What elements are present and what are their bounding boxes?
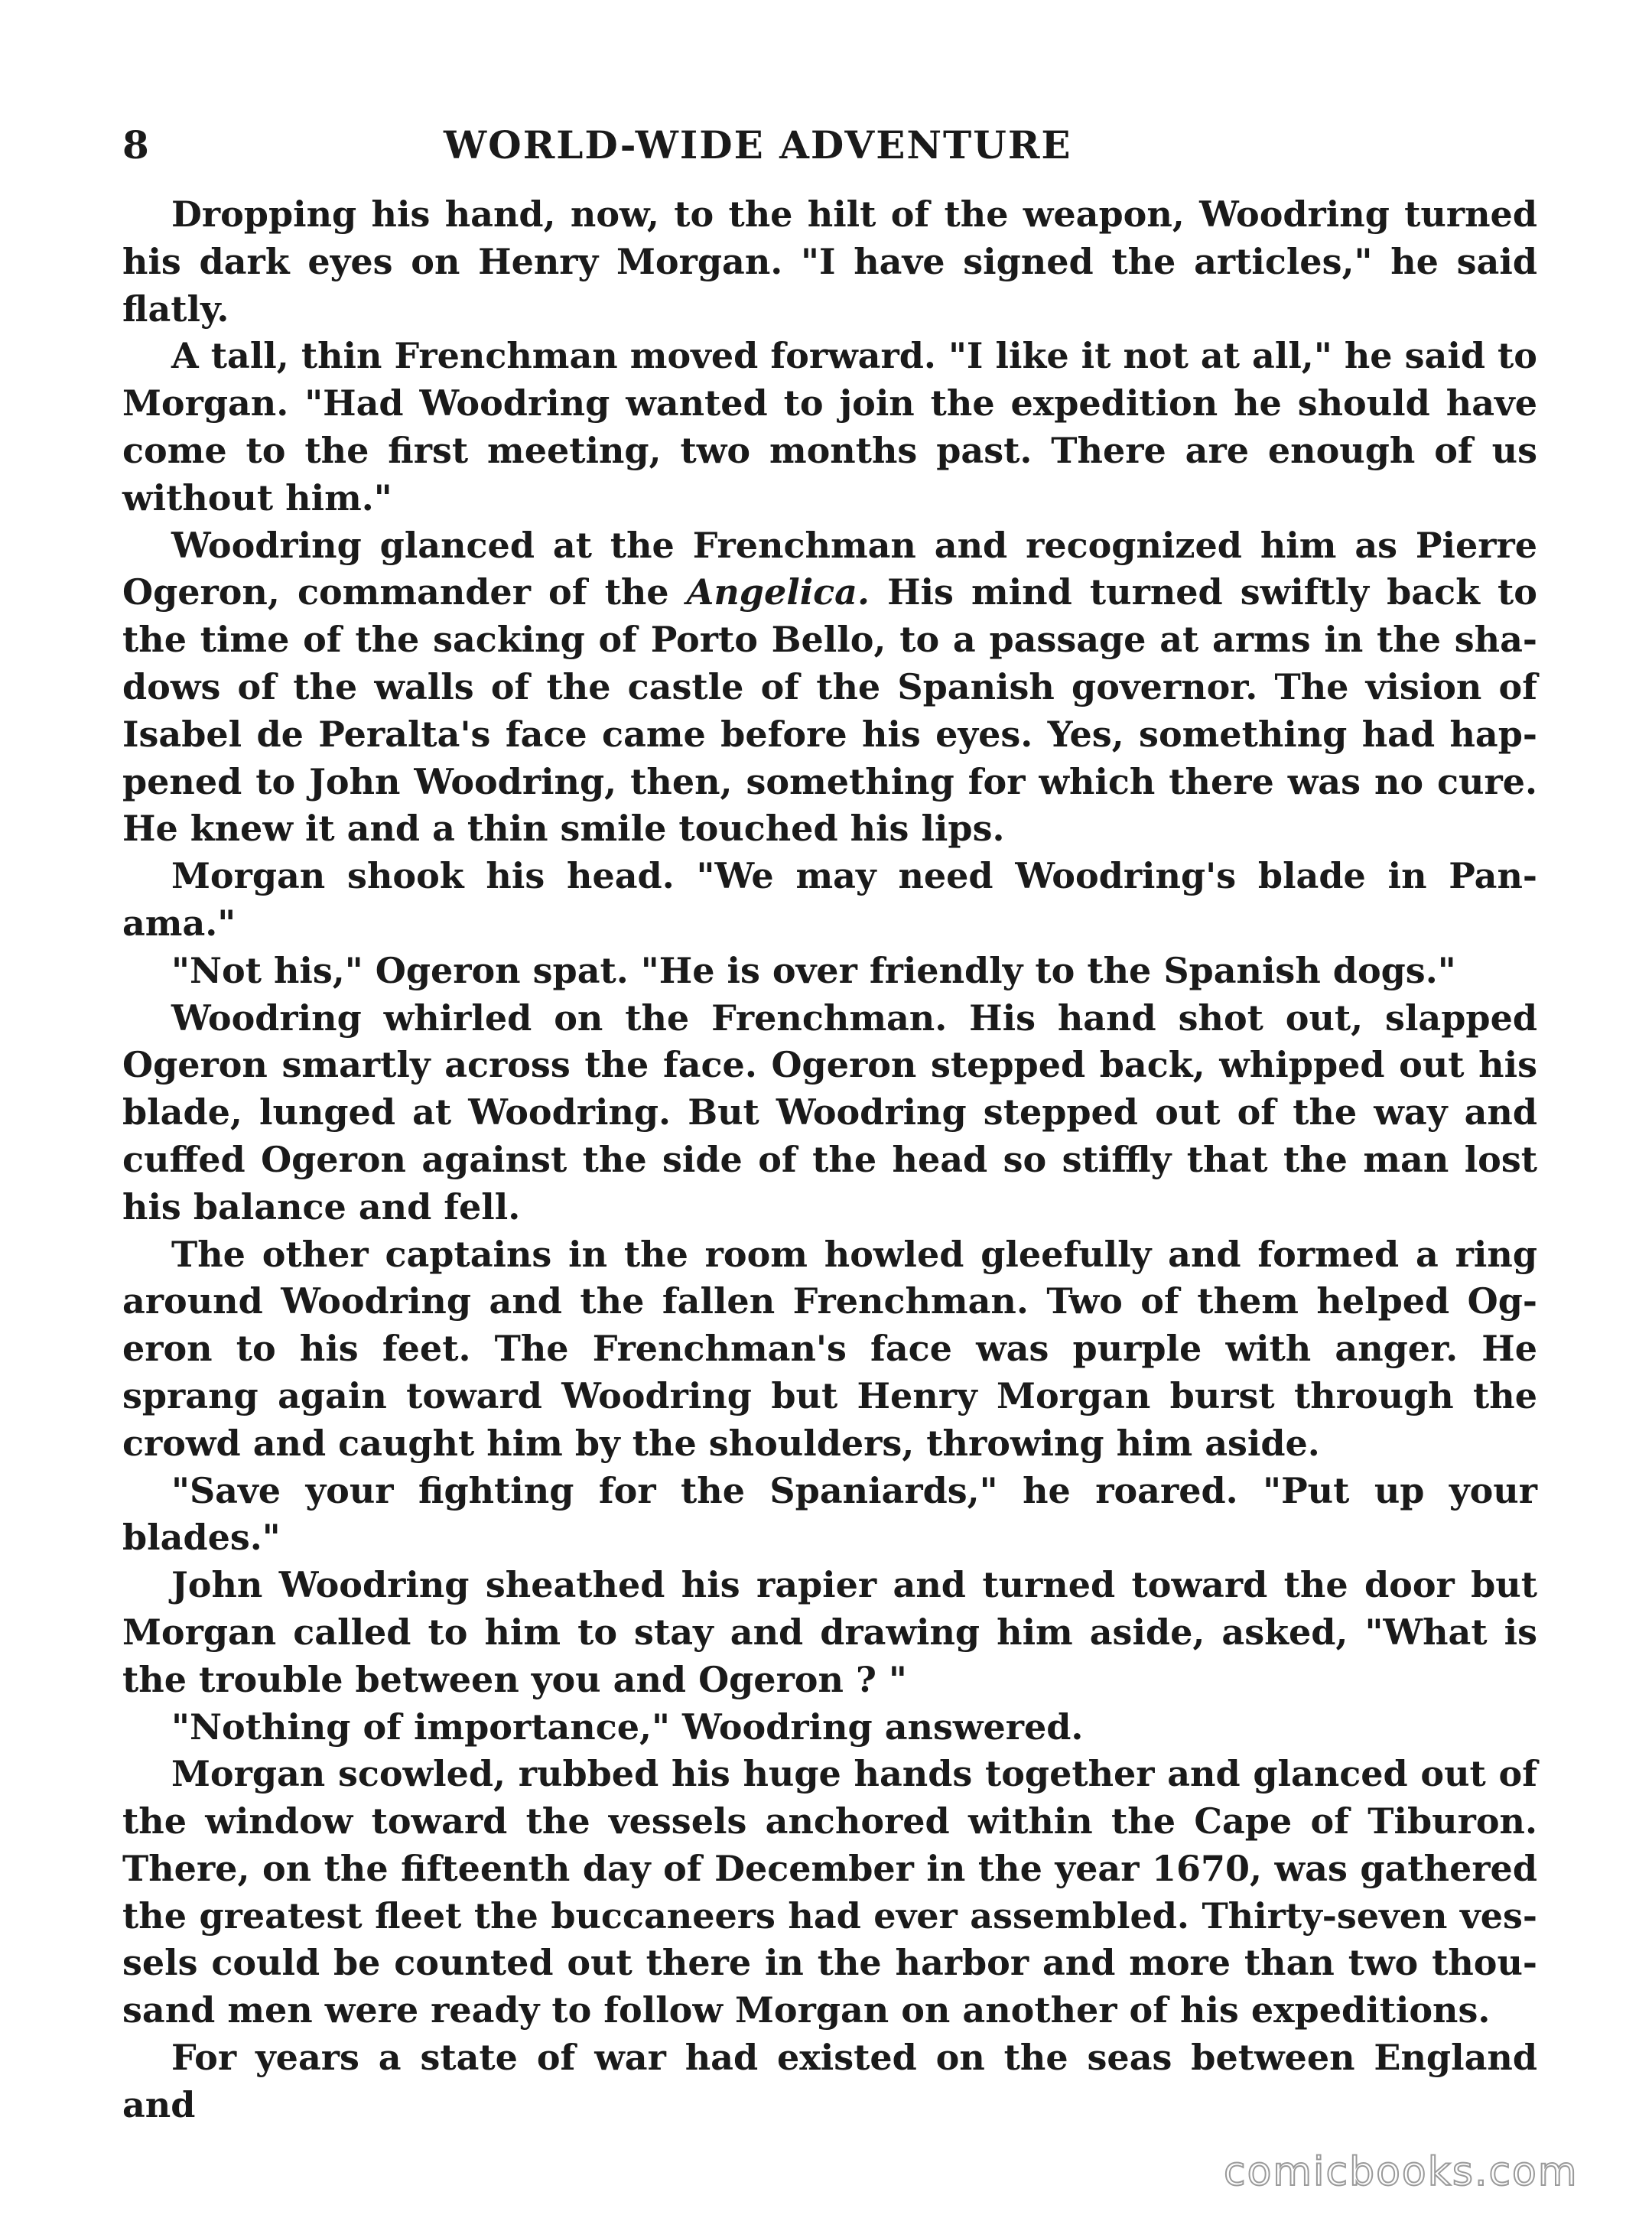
page-number: 8 (122, 122, 151, 167)
paragraph: Dropping his hand, now, to the hilt of the weapon, Woodring turned his dark eyes on Henry Morgan. "I have signed the articles," he said flatly. (122, 194, 1537, 330)
paragraph (122, 522, 1537, 854)
book-page (122, 122, 1537, 2129)
paragraph: "Not his," Ogeron spat. "He is over friendly to the Spanish dogs." (171, 949, 1456, 991)
paragraph-text: Woodring glanced at the Frenchman and recognized him as Pierre Ogeron, commander of the (122, 524, 1537, 613)
body-text (122, 191, 1537, 2129)
site-watermark: comicbooks.com (1224, 2149, 1579, 2195)
paragraph: A tall, thin Frenchman moved forward. "I like it not at all," he said to Morgan. "Had Woodring wanted to join the expedition he should have come to the first meeting, two months past. There are enough of us without him." (122, 335, 1537, 519)
paragraph: Woodring whirled on the Frenchman. His hand shot out, slapped Ogeron smartly across the face. Ogeron stepped back, whipped out his blade, lunged at Woodring. But Woodring stepped out of the way and cuffed Ogeron against the side of the head so stiffly that the man lost his balance and fell. (122, 997, 1537, 1228)
running-title: WORLD-WIDE ADVENTURE (444, 122, 1072, 167)
paragraph: John Woodring sheathed his rapier and turned toward the door but Morgan called to him to stay and drawing him aside, asked, "What is the trouble between you and Ogeron ? " (122, 1564, 1537, 1700)
paragraph: The other captains in the room howled gleefully and formed a ring around Woodring and the fallen Frenchman. Two of them helped Ogeron to his feet. The Frenchman's face was purple with anger. He sprang again toward Woodring but Henry Morgan burst through the crowd and caught him by the shoulders, throwing him aside. (122, 1233, 1537, 1464)
paragraph: Morgan scowled, rubbed his huge hands together and glanced out of the window toward the vessels anchored within the Cape of Tiburon. There, on the fifteenth day of December in the year 1670, was gathered the greatest fleet the buccaneers had ever assembled. Thirty-seven vessels could be counted out there in the harbor and more than two thousand men were ready to follow Morgan on another of his expeditions. (122, 1753, 1537, 2031)
paragraph: "Save your fighting for the Spaniards," he roared. "Put up your blades." (122, 1469, 1537, 1559)
paragraph: Morgan shook his head. "We may need Woodring's blade in Panama." (122, 855, 1537, 944)
paragraph: For years a state of war had existed on the seas between England and (122, 2037, 1537, 2125)
paragraph-text: His mind turned swiftly back to the time of the sacking of Porto Bello, to a passage at arms in the shadows of the walls of the castle of the Spanish governor. The vision of Isabel de Peralta's face came before his eyes. Yes, something had happened to John Woodring, then, something for which there was no cure. He knew it and a thin smile touched his lips. (122, 571, 1537, 850)
paragraph: "Nothing of importance," Woodring answered. (171, 1706, 1084, 1748)
page-header (122, 122, 1537, 191)
ship-name: Angelica. (686, 571, 870, 613)
